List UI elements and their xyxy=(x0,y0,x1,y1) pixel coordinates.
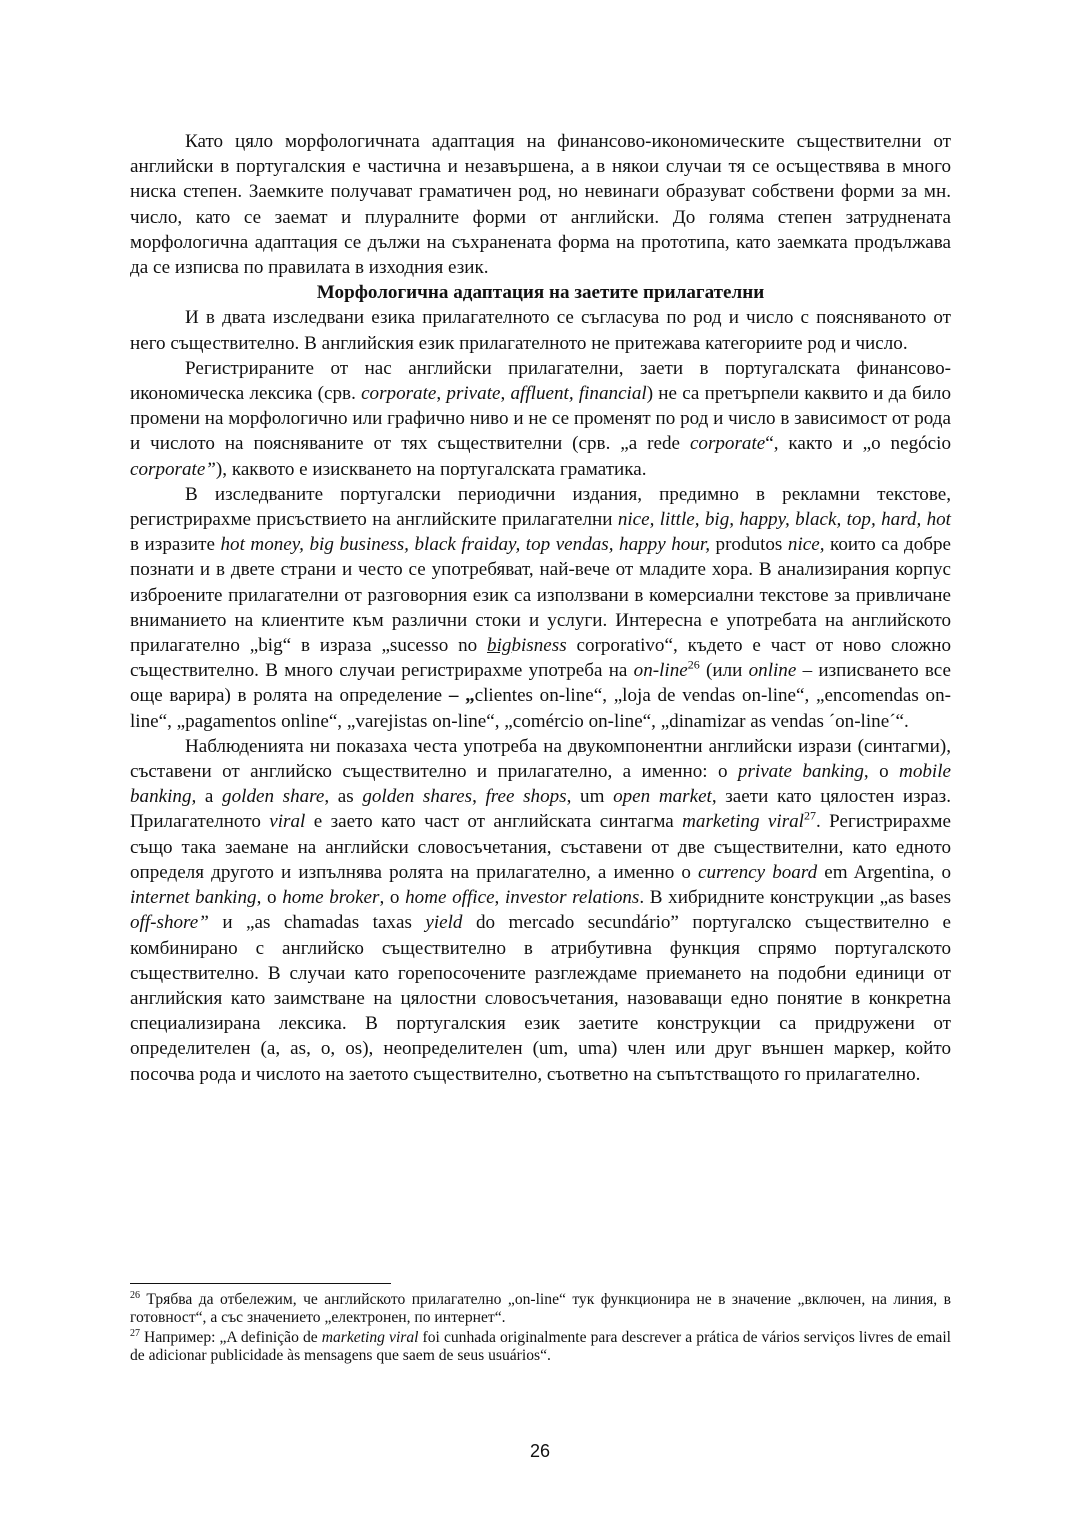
page-number: 26 xyxy=(529,1441,551,1461)
text-run: ) не са претърпели каквито и да било промени на морфологично или графично ниво и не се променят по род и число в зависимост от рода и числото на поясняваните от тях съществителни (срв. „a rede xyxy=(130,383,951,455)
text-run: , o xyxy=(863,761,900,783)
text-run: е заето като част от английската синтагма xyxy=(305,811,683,833)
italic-term: open market xyxy=(613,786,712,808)
italic-term: corporate” xyxy=(130,458,216,480)
footnote-ref-26[interactable]: 26 xyxy=(687,657,700,672)
italic-term: yield xyxy=(425,912,463,934)
footnote-ref-27[interactable]: 27 xyxy=(804,809,816,824)
text-run: – изписването все още варира) в ролята на определение xyxy=(130,660,951,707)
paragraph-3 xyxy=(130,356,951,482)
italic-term: home broker xyxy=(282,887,380,909)
footnote-number: 27 xyxy=(130,1327,140,1339)
italic-term: investor relations xyxy=(504,887,640,909)
italic-term: bisness xyxy=(511,635,567,657)
footnote-27 xyxy=(130,1329,951,1364)
text-run: “, както и „o negócio xyxy=(765,433,951,455)
text-run: . В хибридните конструкции „as bases xyxy=(639,887,952,909)
footnote-text: Например: „A definição de xyxy=(140,1329,322,1346)
text-run: . Регистрирахме също така заемане на английски словосъчетания, съставени от две съществителни, като едното определя другото и изпълнява ролята на прилагателно, а именно o xyxy=(130,811,951,883)
paragraph-1: Като цяло морфологичната адаптация на финансово-икономическите съществителни от английски в португалския е частична и незавършена, а в някои случаи тя се осъществява в много ниска степен. Заемките получават граматичен род, но невинаги образуват собствени форми за мн. число, като се заемат и плуралните форми от английски. До голяма степен затруднената морфологична адаптация се дължи на съхранената форма на прототипа, като заемката продължава да се изписва по правилата в изходния език. xyxy=(130,131,951,279)
footnote-text: foi cunhada originalmente para descrever a prática de vários serviços livres de email de adicionar publicidade às mensagens que saem de seus usuários“. xyxy=(130,1329,952,1364)
italic-term: hot money, big business, black fraiday, top vendas, happy hour, xyxy=(220,534,710,556)
italic-term: corporate xyxy=(361,383,437,405)
bold-dash: – „ xyxy=(448,685,475,707)
italic-term: golden shares xyxy=(362,786,473,808)
text-run: , xyxy=(436,383,447,405)
text-run: и „as chamadas taxas xyxy=(208,912,426,934)
main-text xyxy=(130,129,951,1087)
text-run: , o xyxy=(256,887,283,909)
text-run: , xyxy=(472,786,486,808)
italic-term: marketing viral xyxy=(682,811,804,833)
text-run: a xyxy=(196,786,223,808)
section-heading: Морфологична адаптация на заетите прилагателни xyxy=(316,282,765,304)
italic-term: free shops xyxy=(485,786,567,808)
italic-term: marketing viral xyxy=(321,1329,419,1346)
paragraph-4 xyxy=(130,482,951,734)
text-run: (или xyxy=(699,660,749,682)
text-run: ), каквото е изискването на португалската граматика. xyxy=(215,458,647,480)
paragraph-5 xyxy=(130,734,951,1087)
text-run: , as xyxy=(324,786,363,808)
text-run: в изразите xyxy=(130,534,221,556)
footnote-text: Трябва да отбележим, че английското прилагателно „on-line“ тук функционира не в значение „включен, на линия, в готовност“, а със значението „електронен, по интернет“. xyxy=(130,1291,951,1326)
text-run: , xyxy=(494,887,505,909)
text-run: , um xyxy=(566,786,614,808)
paragraph-2: И в двата изследвани езика прилагателното се съгласува по род и число с поясняваното от него съществително. В английския език прилагателното не притежава категориите род и число. xyxy=(130,307,951,354)
text-run: , заети като цялостен израз. Прилагателното xyxy=(130,786,951,833)
italic-term: nice, xyxy=(787,534,825,556)
text-run: които са добре познати и в двете страни и често се употребяват, най-вече от младите хора. В анализирания корпус изброените прилагателни от разговорния език са използвани в комерсиални текстове за привличане вниманието на клиентите към различни стоки и услуги. Интересна е употребата на английското прилагателно „big“ в израза „sucesso no xyxy=(130,534,951,657)
italic-term: mobile banking, xyxy=(130,761,951,808)
italic-term: affluent, financial xyxy=(510,383,647,405)
italic-term: home office xyxy=(405,887,495,909)
text-run: produtos xyxy=(709,534,788,556)
italic-term: private xyxy=(446,383,501,405)
italic-term: viral xyxy=(269,811,306,833)
text-run: clientes on-line“, „loja de vendas on-line“, „encomendas on-line“, „pagamentos online“, „varejistas on-line“, „comércio on-line“, „dinamizar as vendas ´on-line´“. xyxy=(130,685,951,732)
text-run: do mercado secundário” португалско съществително е комбинирано с английско съществително в атрибутивна функция спрямо португалското съществително. В случаи като горепосочените разглеждаме приемането на подобни единици от английския като заимстване на цялостни словосъчетания, назоваващи едно понятие в конкретна специализирана лексика. В португалския език заетите конструкции са придружени от определителен (a, as, o, os), неопределителен (um, uma) член или друг външен маркер, който посочва рода и числото на заетото съществително, съответно на съпътстващото го прилагателно. xyxy=(130,912,951,1085)
italic-term: nice, little, big, happy, black, top, hard, hot xyxy=(617,509,951,531)
underlined-term: big xyxy=(487,635,512,657)
italic-term: private banking xyxy=(737,761,864,783)
text-run: В изследваните португалски периодични издания, предимно в рекламни текстове, регистрирахме присъствието на английските прилагателни xyxy=(130,483,951,531)
italic-term: on-line xyxy=(633,660,688,682)
footnote-number: 26 xyxy=(130,1289,140,1301)
text-run: Регистрираните от нас английски прилагателни, заети в португалската финансово-икономическа лексика (срв. xyxy=(130,357,951,405)
italic-term: online xyxy=(748,660,797,682)
footnote-separator xyxy=(130,1283,391,1284)
italic-term: golden share xyxy=(222,786,325,808)
italic-term: currency board xyxy=(697,861,818,883)
italic-term: off-shore” xyxy=(130,912,209,934)
text-run: , xyxy=(500,383,511,405)
footnote-26 xyxy=(130,1291,951,1326)
text-run: em Argentina, o xyxy=(817,861,952,883)
footnotes xyxy=(130,1291,951,1367)
text-run: Наблюденията ни показаха честа употреба на двукомпонентни английски изрази (синтагми), съставени от английско съществително и прилагателно, а именно: o xyxy=(130,735,951,783)
text-run: corporativo“, където е част от ново сложно съществително. В много случаи регистрирахме употреба на xyxy=(130,635,952,682)
italic-term: internet banking xyxy=(130,887,257,909)
italic-term: corporate xyxy=(689,433,766,455)
text-run: , o xyxy=(379,887,406,909)
